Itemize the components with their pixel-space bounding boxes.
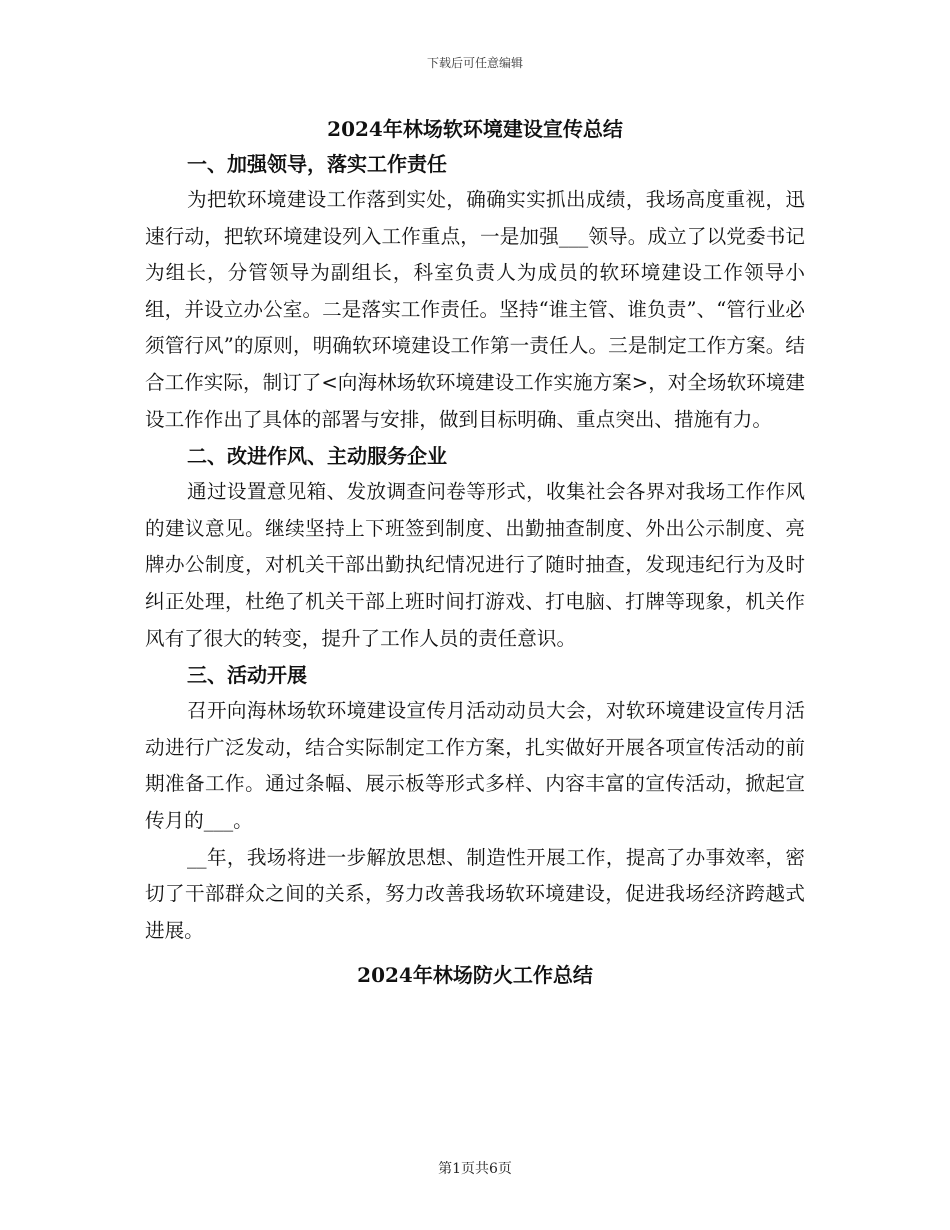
section-3-paragraph-1: 召开向海林场软环境建设宣传月活动动员大会，对软环境建设宣传月活动进行广泛发动，结合实际制定工作方案，扎实做好开展各项宣传活动的前期准备工作。通过条幅、展示板等形式多样、内容丰富的宣传活动，掀起宣传月的___。 — [145, 699, 805, 832]
section-3-paragraph-2: __年，我场将进一步解放思想、制造性开展工作，提高了办事效率，密切了干部群众之间的关系，努力改善我场软环境建设，促进我场经济跨越式进展。 — [145, 845, 805, 942]
section-heading-3: 三、活动开展 — [187, 663, 307, 688]
document-body — [145, 112, 805, 993]
next-document-title: 2024年林场防火工作总结 — [357, 963, 593, 988]
page-header-note: 下载后可任意编辑 — [426, 56, 523, 70]
section-1-paragraph-1: 为把软环境建设工作落到实处，确确实实抓出成绩，我场高度重视，迅速行动，把软环境建设列入工作重点，一是加强___领导。成立了以党委书记为组长，分管领导为副组长，科室负责人为成员的软环境建设工作领导小组，并设立办公室。二是落实工作责任。坚持“谁主管、谁负责”、“管行业必须管行风”的原则，明确软环境建设工作第一责任人。三是制定工作方案。结合工作实际，制订了<向海林场软环境建设工作实施方案>，对全场软环境建设工作作出了具体的部署与安排，做到目标明确、重点突出、措施有力。 — [145, 188, 805, 431]
document-title: 2024年林场软环境建设宣传总结 — [327, 117, 623, 141]
page-indicator: 第1页共6页 — [438, 1161, 512, 1177]
section-heading-2: 二、改进作风、主动服务企业 — [187, 444, 447, 469]
section-heading-1: 一、加强领导，落实工作责任 — [187, 152, 447, 176]
section-2-paragraph-1: 通过设置意见箱、发放调查问卷等形式，收集社会各界对我场工作作风的建议意见。继续坚持上下班签到制度、出勤抽查制度、外出公示制度、亮牌办公制度，对机关干部出勤执纪情况进行了随时抽查，发现违纪行为及时纠正处理，杜绝了机关干部上班时间打游戏、打电脑、打牌等现象，机关作风有了很大的转变，提升了工作人员的责任意识。 — [145, 480, 805, 650]
